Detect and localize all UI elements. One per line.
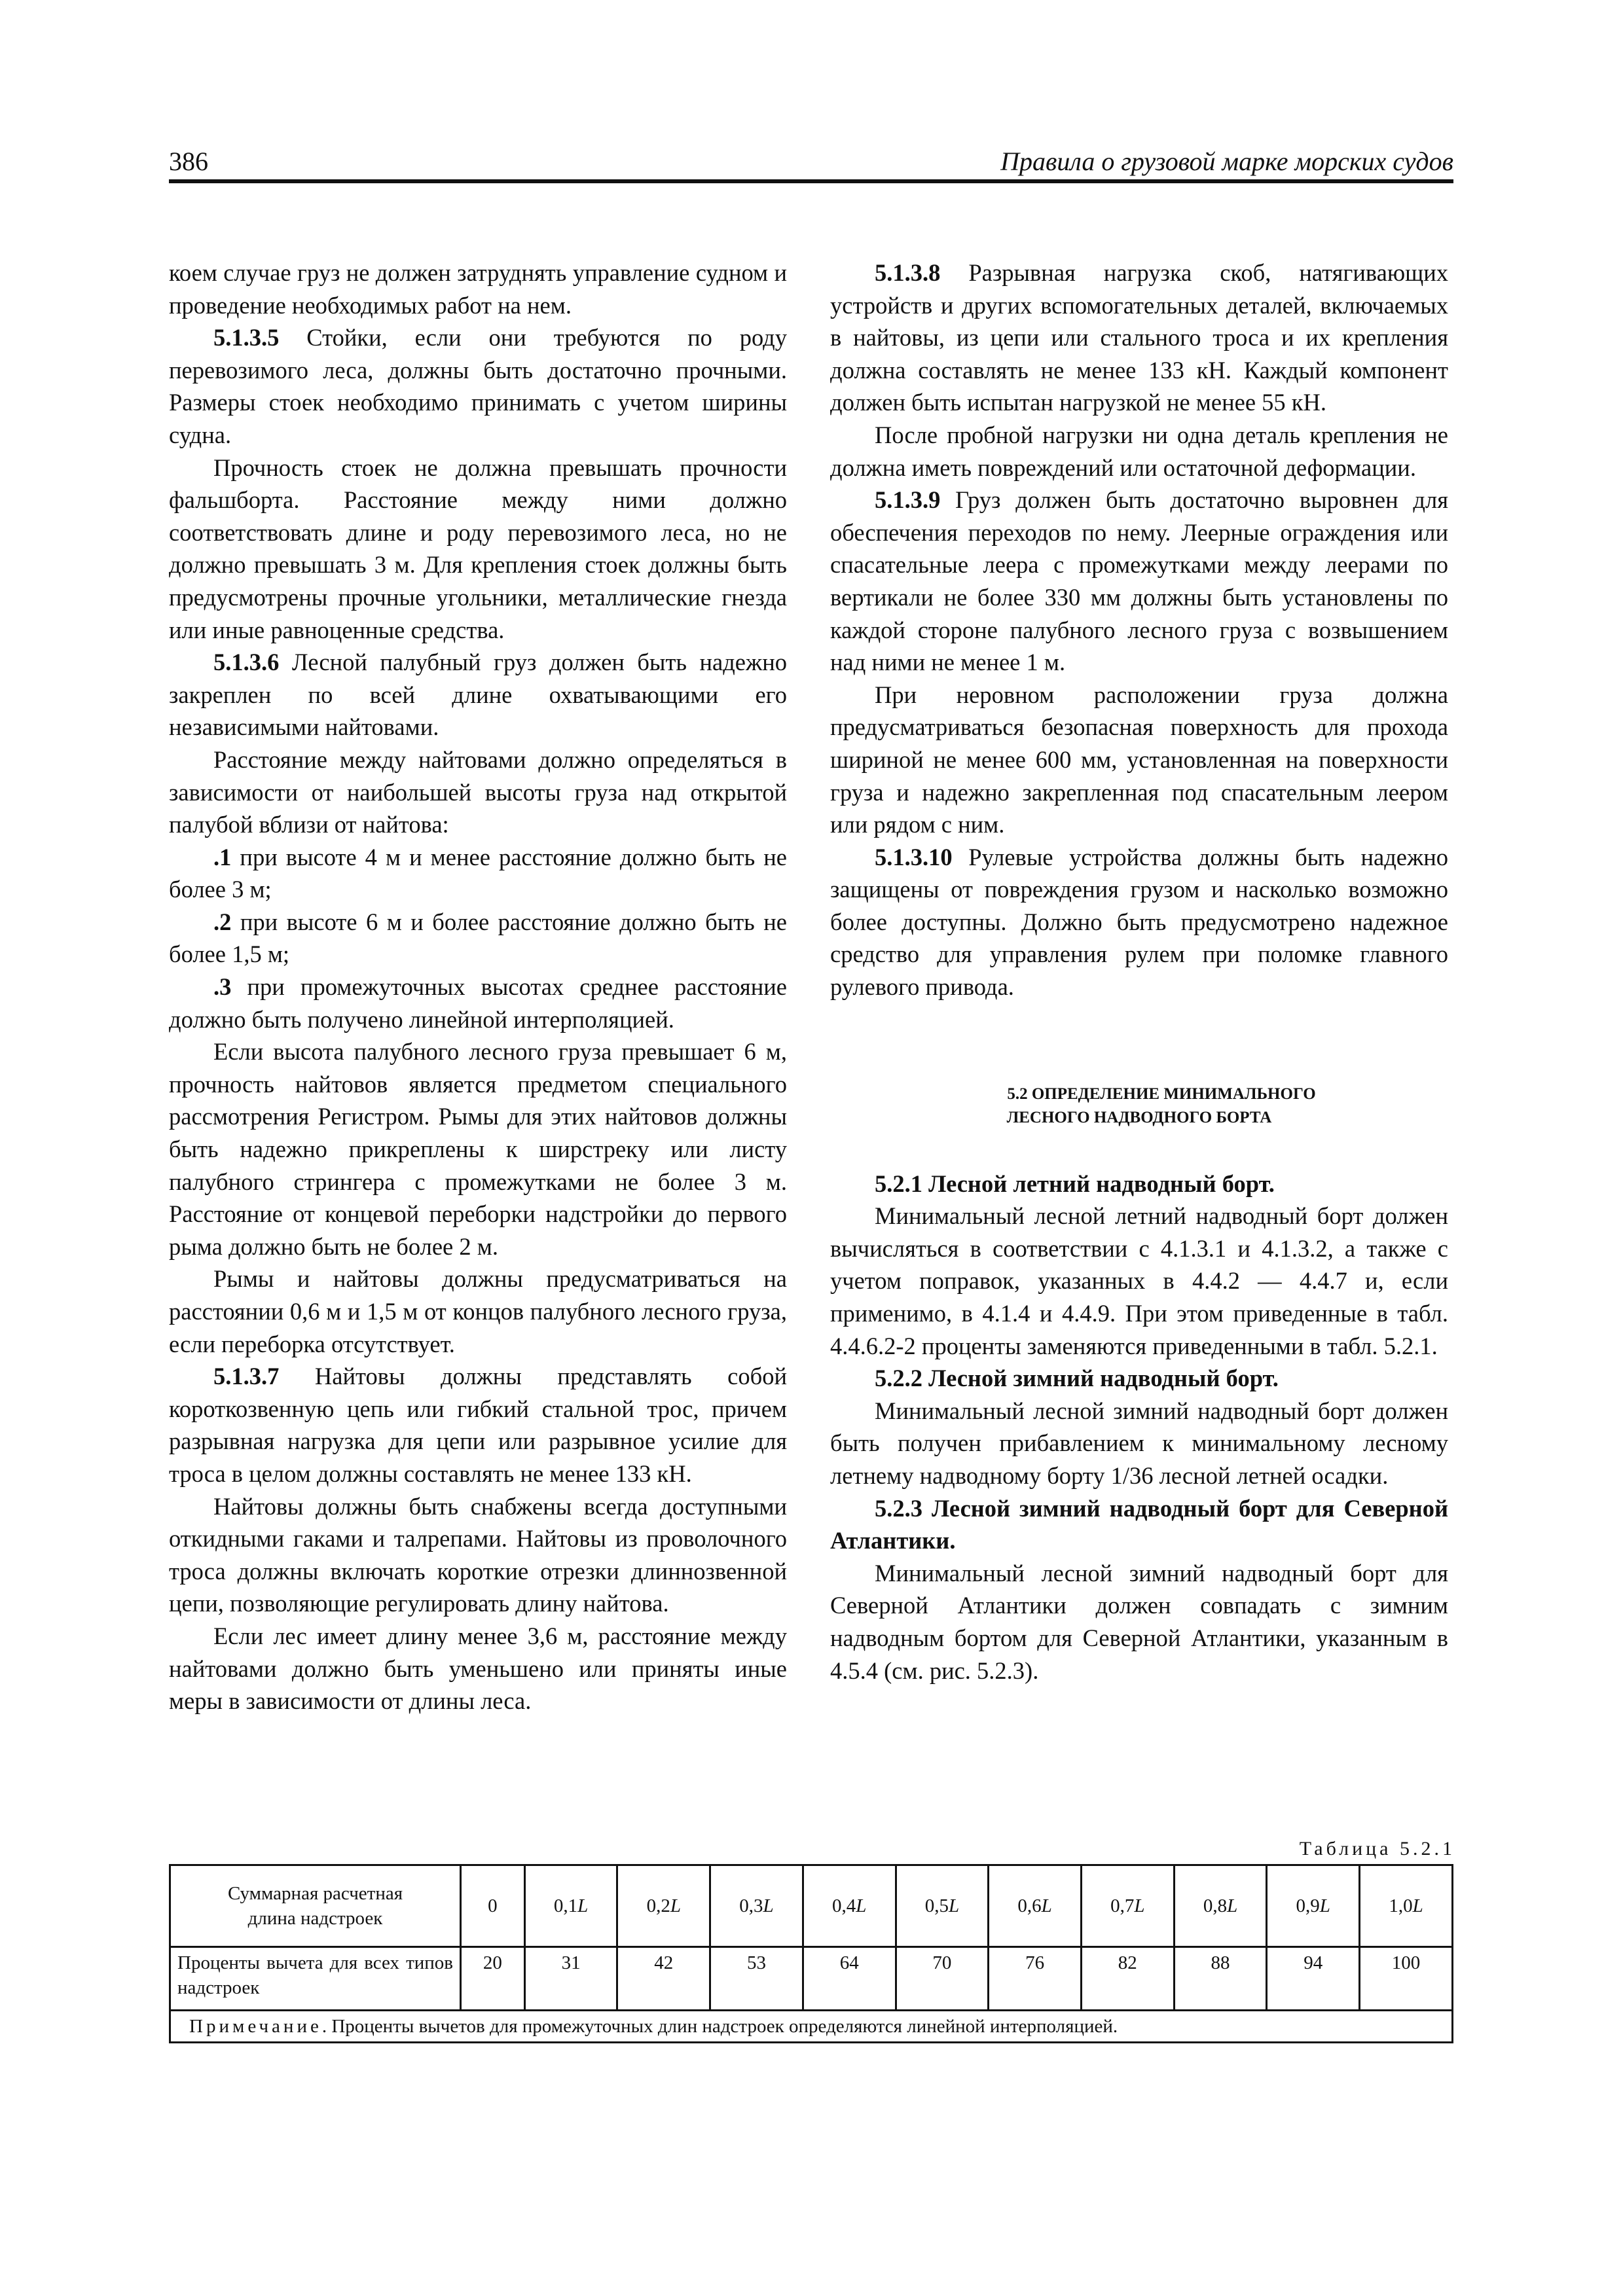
paragraph: коем случае груз не должен затруднять управление судном и проведение необходимых работ на нем.: [169, 259, 787, 319]
paragraph: Минимальный лесной летний надводный борт должен вычисляться в соответствии с 4.1.3.1 и 4.1.3.2, а также с учетом поправок, указанных в 4.4.2 — 4.4.7 и, если применимо, в 4.1.4 и 4.4.9. При этом приведенные в табл. 4.4.6.2-2 проценты заменяются приведенными в табл. 5.2.1.: [830, 1202, 1448, 1359]
paragraph: Если лес имеет длину менее 3,6 м, расстояние между найтовами должно быть уменьшено или приняты иные меры в зависимости от длины леса.: [169, 1622, 787, 1715]
page-header: [169, 145, 1453, 183]
table-cell: 0: [461, 1865, 525, 1947]
table-cell: 64: [803, 1947, 896, 2011]
subsection-heading: 5.2.1 Лесной летний надводный борт.: [875, 1170, 1275, 1197]
table-cell: 0,5L: [896, 1865, 989, 1947]
paragraph: 5.1.3.6 Лесной палубный груз должен быть надежно закреплен по всей длине охватывающими его независимыми найтовами.: [169, 649, 787, 741]
subsection-heading: 5.2.2 Лесной зимний надводный борт.: [875, 1365, 1279, 1392]
table-cell: 42: [617, 1947, 710, 2011]
table-cell: 0,6L: [989, 1865, 1082, 1947]
list-item: .2 при высоте 6 м и более расстояние должно быть не более 1,5 м;: [169, 908, 787, 968]
subsection-heading: 5.2.3 Лесной зимний надводный борт для Северной Атлантики.: [830, 1494, 1448, 1554]
right-column: [830, 257, 1448, 1687]
table-caption: Таблица 5.2.1: [1299, 1838, 1455, 1859]
table-header-cell: Суммарная расчетная длина надстроек: [170, 1865, 461, 1947]
table-note: Примечание. Проценты вычетов для промежуточных длин надстроек определяются линейной интерполяцией.: [170, 2011, 1453, 2043]
paragraph: При неровном расположении груза должна предусматриваться безопасная поверхность для прохода шириной не менее 600 мм, установленная на поверхности груза и надежно закрепленная под спасательным леером или рядом с ним.: [830, 681, 1448, 838]
paragraph: 5.1.3.7 Найтовы должны представлять собой короткозвенную цепь или гибкий стальной трос, причем разрывная нагрузка для цепи или разрывное усилие для троса в целом должны составлять не менее 133 кН.: [169, 1363, 787, 1487]
paragraph: 5.1.3.10 Рулевые устройства должны быть надежно защищены от повреждения грузом и насколько возможно более доступны. Должно быть предусмотрено надежное средство для управления рулем при поломке главного рулевого привода.: [830, 843, 1448, 1001]
table-cell: 0,1L: [524, 1865, 617, 1947]
table-cell: 0,3L: [710, 1865, 803, 1947]
table-cell: 100: [1360, 1947, 1453, 2011]
table-cell: 0,7L: [1081, 1865, 1174, 1947]
table-cell: 76: [989, 1947, 1082, 2011]
paragraph: Если высота палубного лесного груза превышает 6 м, прочность найтовов является предметом специального рассмотрения Регистром. Рымы для этих найтовов должны быть надежно прикреплены к ширстреку или листу палубного стрингера с промежутками не более 3 м. Расстояние от концевой переборки надстройки до первого рыма должно быть не более 2 м.: [169, 1038, 787, 1260]
paragraph: Рымы и найтовы должны предусматриваться на расстоянии 0,6 м и 1,5 м от концов палубного лесного груза, если переборка отсутствует.: [169, 1265, 787, 1357]
table-cell: 1,0L: [1360, 1865, 1453, 1947]
paragraph: Минимальный лесной зимний надводный борт должен быть получен прибавлением к минимальному лесному летнему надводному борту 1/36 лесной летней осадки.: [830, 1397, 1448, 1489]
paragraph: Минимальный лесной зимний надводный борт для Северной Атлантики должен совпадать с зимним надводным бортом для Северной Атлантики, указанным в 4.5.4 (см. рис. 5.2.3).: [830, 1559, 1448, 1684]
table-cell: 53: [710, 1947, 803, 2011]
table-cell: 0,2L: [617, 1865, 710, 1947]
paragraph: Расстояние между найтовами должно определяться в зависимости от наибольшей высоты груза над открытой палубой вблизи от найтова:: [169, 745, 787, 838]
table-header-cell: Проценты вычета для всех типов надстроек: [170, 1947, 461, 2011]
paragraph: 5.1.3.9 Груз должен быть достаточно выровнен для обеспечения переходов по нему. Леерные ограждения или спасательные леера с промежутками между леерами по вертикали не более 330 мм должны быть установлены по каждой стороне палубного лесного груза с возвышением над ними не менее 1 м.: [830, 486, 1448, 676]
table-cell: 0,8L: [1174, 1865, 1267, 1947]
list-item: .1 при высоте 4 м и менее расстояние должно быть не более 3 м;: [169, 843, 787, 903]
paragraph: Найтовы должны быть снабжены всегда доступными откидными гаками и талрепами. Найтовы из проволочного троса должны включать короткие отрезки длиннозвенной цепи, позволяющие регулировать длину найтова.: [169, 1492, 787, 1617]
page-number: 386: [169, 147, 208, 176]
table-cell: 88: [1174, 1947, 1267, 2011]
paragraph: После пробной нагрузки ни одна деталь крепления не должна иметь повреждений или остаточной деформации.: [830, 421, 1448, 481]
table-row: [170, 1947, 1453, 2011]
table-cell: 31: [524, 1947, 617, 2011]
table-cell: 94: [1267, 1947, 1360, 2011]
left-column: [169, 257, 787, 1717]
paragraph: 5.1.3.8 Разрывная нагрузка скоб, натягивающих устройств и других вспомогательных деталей, включаемых в найтовы, из цепи или стального троса и их крепления должна составлять не менее 133 кН. Каждый компонент должен быть испытан нагрузкой не менее 55 кН.: [830, 259, 1448, 416]
table-cell: 82: [1081, 1947, 1174, 2011]
table-cell: 20: [461, 1947, 525, 2011]
running-title: Правила о грузовой марке морских судов: [1000, 147, 1453, 176]
table-cell: 0,9L: [1267, 1865, 1360, 1947]
paragraph: Прочность стоек не должна превышать прочности фальшборта. Расстояние между ними должно соответствовать длине и роду перевозимого леса, но не должно превышать 3 м. Для крепления стоек должны быть предусмотрены прочные угольники, металлические гнезда или иные равноценные средства.: [169, 454, 787, 643]
list-item: .3 при промежуточных высотах среднее расстояние должно быть получено линейной интерполяцией.: [169, 973, 787, 1033]
table-cell: 70: [896, 1947, 989, 2011]
table-cell: 0,4L: [803, 1865, 896, 1947]
table-row: [170, 1865, 1453, 1947]
freeboard-deduction-table: [169, 1864, 1453, 2043]
paragraph: 5.1.3.5 Стойки, если они требуются по роду перевозимого леса, должны быть достаточно прочными. Размеры стоек необходимо принимать с учетом ширины судна.: [169, 324, 787, 448]
table-note-row: [170, 2011, 1453, 2043]
section-title: 5.2 ОПРЕДЕЛЕНИЕ МИНИМАЛЬНОГО ЛЕСНОГО НАДВОДНОГО БОРТА: [1006, 1085, 1316, 1126]
